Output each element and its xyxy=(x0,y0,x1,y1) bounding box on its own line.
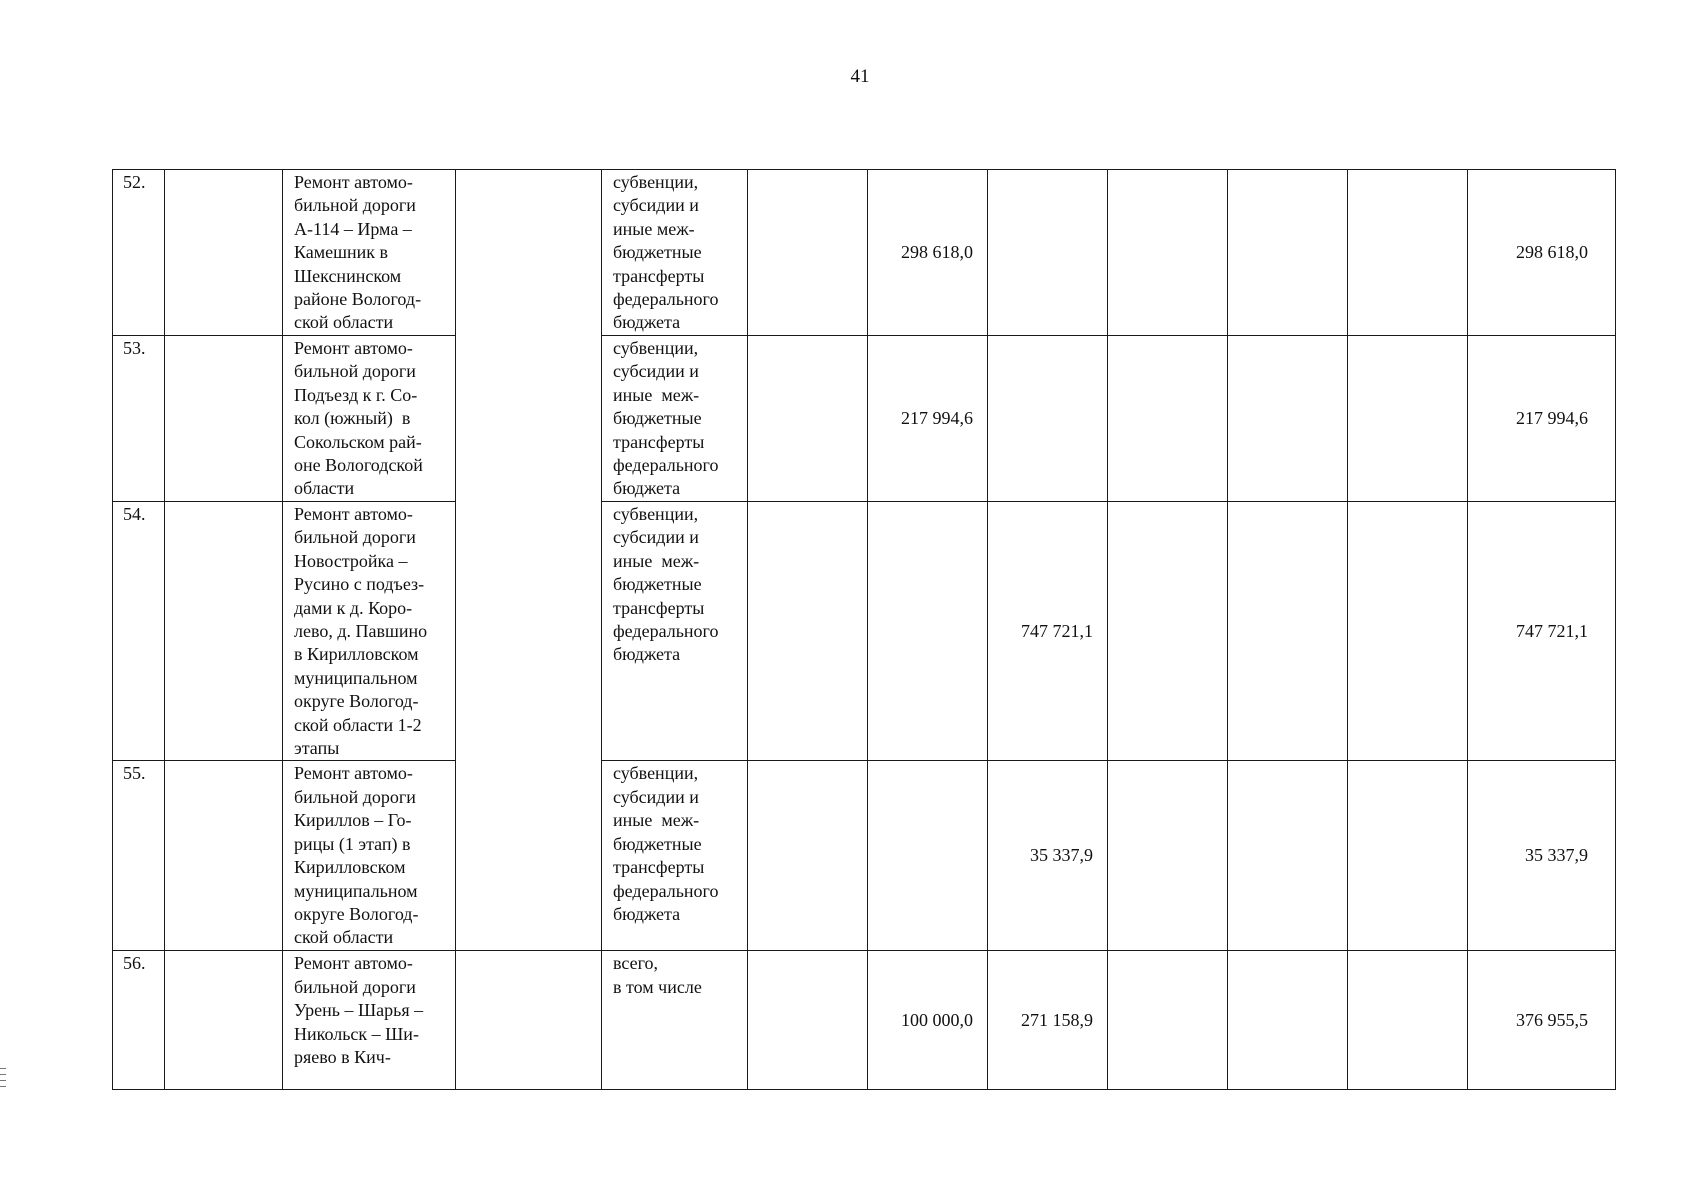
amount-cell xyxy=(868,761,988,951)
name-line: Кирилловском xyxy=(294,857,406,878)
source-line: иные меж- xyxy=(613,550,700,571)
funding-source-cell xyxy=(602,761,748,951)
name-line: ской области xyxy=(294,312,394,333)
source-line: субвенции, xyxy=(613,338,699,358)
scan-mark xyxy=(0,1074,6,1075)
scan-mark xyxy=(0,1080,6,1081)
funding-source-cell xyxy=(602,502,748,761)
empty-cell xyxy=(1228,951,1348,1090)
name-line: Шекснинском xyxy=(294,265,402,286)
name-line: лево, д. Павшино xyxy=(294,621,428,642)
total-cell: 217 994,6 xyxy=(1468,336,1616,502)
name-line: Ремонт автомо- xyxy=(294,763,413,784)
name-line: Русино с подъез- xyxy=(294,574,425,595)
object-name-cell xyxy=(283,761,456,951)
amount-cell xyxy=(988,170,1108,336)
source-line: трансферты xyxy=(613,857,705,878)
row-number: 56. xyxy=(113,951,165,1090)
total-cell: 298 618,0 xyxy=(1468,170,1616,336)
empty-cell xyxy=(1108,951,1228,1090)
name-line: округе Вологод- xyxy=(294,691,419,712)
table-row xyxy=(113,761,1616,951)
row-number: 54. xyxy=(113,502,165,761)
amount-cell: 35 337,9 xyxy=(988,761,1108,951)
empty-cell xyxy=(1108,336,1228,502)
empty-cell xyxy=(165,761,283,951)
empty-cell xyxy=(748,336,868,502)
source-line: иные меж- xyxy=(613,384,700,405)
empty-cell xyxy=(1108,761,1228,951)
budget-table xyxy=(112,169,1616,1090)
name-line: Никольск – Ши- xyxy=(294,1023,419,1044)
source-line: бюджета xyxy=(613,903,681,924)
funding-source-cell xyxy=(602,170,748,336)
name-line: ряево в Кич- xyxy=(294,1047,391,1068)
source-line: бюджетные xyxy=(613,574,702,595)
empty-cell xyxy=(165,170,283,336)
name-line: ской области 1-2 xyxy=(294,714,422,735)
source-line: субвенции, xyxy=(613,172,699,192)
source-line: иные меж- xyxy=(613,810,700,831)
source-line: всего, xyxy=(613,953,659,974)
source-line: бюджетные xyxy=(613,833,702,854)
name-line: районе Вологод- xyxy=(294,289,422,310)
name-line: дами к д. Коро- xyxy=(294,597,413,618)
name-line: Урень – Шарья – xyxy=(294,1000,424,1021)
table-row xyxy=(113,170,1616,336)
name-line: муниципальном xyxy=(294,880,418,901)
amount-cell: 271 158,9 xyxy=(988,951,1108,1090)
amount-cell: 747 721,1 xyxy=(988,502,1108,761)
empty-cell xyxy=(1228,502,1348,761)
source-line: в том числе xyxy=(613,976,702,997)
row-number: 52. xyxy=(113,170,165,336)
amount-cell xyxy=(868,502,988,761)
row-number: 55. xyxy=(113,761,165,951)
name-line: Сокольском рай- xyxy=(294,431,422,452)
empty-cell xyxy=(748,761,868,951)
scan-margin-marks xyxy=(0,1068,6,1100)
merged-empty-cell xyxy=(456,170,602,951)
empty-cell xyxy=(1108,170,1228,336)
name-line: округе Вологод- xyxy=(294,903,419,924)
source-line: бюджетные xyxy=(613,408,702,429)
name-line: муниципальном xyxy=(294,667,418,688)
source-line: субсидии и xyxy=(613,527,699,548)
source-line: субсидии и xyxy=(613,361,699,382)
empty-cell xyxy=(1348,502,1468,761)
name-line: Ремонт автомо- xyxy=(294,504,413,524)
source-line: трансферты xyxy=(613,265,705,286)
row-number: 53. xyxy=(113,336,165,502)
source-line: трансферты xyxy=(613,597,705,618)
source-line: федерального xyxy=(613,289,719,310)
total-cell: 376 955,5 xyxy=(1468,951,1616,1090)
name-line: Ремонт автомо- xyxy=(294,953,413,974)
amount-cell: 217 994,6 xyxy=(868,336,988,502)
empty-cell xyxy=(1348,761,1468,951)
name-line: бильной дороги xyxy=(294,786,416,807)
funding-source-cell xyxy=(602,336,748,502)
table-row xyxy=(113,951,1616,1090)
name-line: А-114 – Ирма – xyxy=(294,218,412,239)
amount-cell: 298 618,0 xyxy=(868,170,988,336)
source-line: бюджета xyxy=(613,478,681,499)
empty-cell xyxy=(1228,336,1348,502)
funding-source-cell xyxy=(602,951,748,1090)
table-row xyxy=(113,502,1616,761)
name-line: Подъезд к г. Со- xyxy=(294,384,418,405)
page-number: 41 xyxy=(850,66,870,87)
table-row xyxy=(113,336,1616,502)
name-line: этапы xyxy=(294,738,340,759)
source-line: федерального xyxy=(613,621,719,642)
name-line: бильной дороги xyxy=(294,195,416,216)
empty-cell xyxy=(1348,170,1468,336)
empty-cell xyxy=(748,951,868,1090)
source-line: иные меж- xyxy=(613,218,695,239)
source-line: субвенции, xyxy=(613,763,699,784)
object-name-cell xyxy=(283,502,456,761)
empty-cell xyxy=(748,502,868,761)
name-line: Ремонт автомо- xyxy=(294,172,413,192)
empty-cell xyxy=(748,170,868,336)
name-line: в Кирилловском xyxy=(294,644,419,665)
empty-cell xyxy=(165,502,283,761)
name-line: области xyxy=(294,478,355,499)
object-name-cell xyxy=(283,951,456,1090)
name-line: Ремонт автомо- xyxy=(294,338,413,358)
name-line: оне Вологодской xyxy=(294,455,423,476)
source-line: бюджета xyxy=(613,312,681,333)
name-line: Камешник в xyxy=(294,242,389,263)
scan-mark xyxy=(0,1068,6,1069)
total-cell: 747 721,1 xyxy=(1468,502,1616,761)
name-line: ской области xyxy=(294,927,394,948)
empty-cell xyxy=(1228,170,1348,336)
empty-cell xyxy=(1228,761,1348,951)
source-line: бюджетные xyxy=(613,242,702,263)
source-line: бюджета xyxy=(613,644,681,665)
empty-cell xyxy=(165,336,283,502)
empty-cell xyxy=(1348,336,1468,502)
name-line: Новостройка – xyxy=(294,550,408,571)
name-line: бильной дороги xyxy=(294,976,416,997)
amount-cell xyxy=(988,336,1108,502)
amount-cell: 100 000,0 xyxy=(868,951,988,1090)
empty-cell xyxy=(1348,951,1468,1090)
source-line: субвенции, xyxy=(613,504,699,524)
name-line: бильной дороги xyxy=(294,527,416,548)
source-line: трансферты xyxy=(613,431,705,452)
source-line: федерального xyxy=(613,880,719,901)
name-line: Кириллов – Го- xyxy=(294,810,412,831)
empty-cell xyxy=(1108,502,1228,761)
name-line: кол (южный) в xyxy=(294,408,411,429)
empty-cell xyxy=(456,951,602,1090)
name-line: рицы (1 этап) в xyxy=(294,833,411,854)
source-line: субсидии и xyxy=(613,786,699,807)
name-line: бильной дороги xyxy=(294,361,416,382)
object-name-cell xyxy=(283,170,456,336)
object-name-cell xyxy=(283,336,456,502)
empty-cell xyxy=(165,951,283,1090)
total-cell: 35 337,9 xyxy=(1468,761,1616,951)
source-line: федерального xyxy=(613,455,719,476)
source-line: субсидии и xyxy=(613,195,699,216)
scan-mark xyxy=(0,1086,6,1087)
